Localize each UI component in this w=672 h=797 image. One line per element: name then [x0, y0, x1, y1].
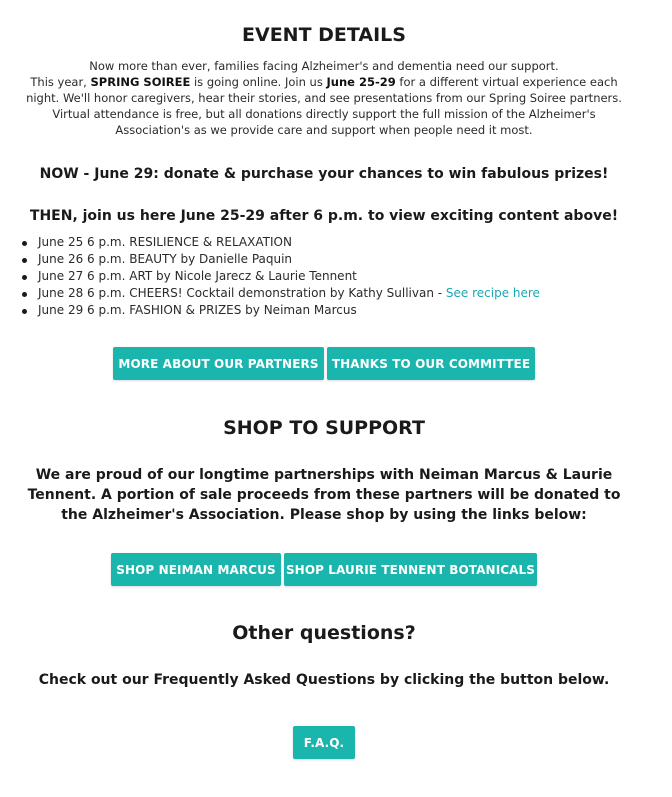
schedule-item — [22, 234, 540, 251]
more-about-partners-button[interactable]: MORE ABOUT OUR PARTNERS — [113, 347, 324, 380]
shop-neiman-marcus-button[interactable]: SHOP NEIMAN MARCUS — [111, 553, 281, 586]
schedule-list — [22, 234, 540, 319]
intro-mid: is going online. Join us — [190, 75, 327, 89]
schedule-item-text: June 29 6 p.m. FASHION & PRIZES by Neiman Marcus — [38, 303, 357, 317]
intro-paragraph — [14, 74, 634, 138]
other-questions-title: Other questions? — [232, 622, 416, 644]
shop-to-support-title: SHOP TO SUPPORT — [223, 417, 425, 439]
faq-button[interactable]: F.A.Q. — [293, 726, 355, 759]
schedule-item — [22, 268, 540, 285]
thanks-to-committee-button[interactable]: THANKS TO OUR COMMITTEE — [327, 347, 535, 380]
schedule-item — [22, 251, 540, 268]
see-recipe-link[interactable]: See recipe here — [445, 286, 540, 300]
schedule-item-text: June 27 6 p.m. ART by Nicole Jarecz & Laurie Tennent — [38, 269, 357, 283]
schedule-item-text: June 26 6 p.m. BEAUTY by Danielle Paquin — [38, 252, 293, 266]
event-details-title: EVENT DETAILS — [242, 24, 406, 46]
shop-body: We are proud of our longtime partnerships with Neiman Marcus & Laurie Tennent. A portion of sale proceeds from these partners will be donated to the Alzheimer's Association. Please shop by using the links below: — [27, 467, 621, 523]
faq-body: Check out our Frequently Asked Questions by clicking the button below. — [38, 672, 610, 688]
schedule-item-text: June 28 6 p.m. CHEERS! Cocktail demonstration by Kathy Sullivan - — [38, 286, 446, 300]
intro-event-name: SPRING SOIREE — [90, 75, 191, 89]
intro-line-1: Now more than ever, families facing Alzheimer's and dementia need our support. — [89, 59, 559, 73]
schedule-item — [22, 302, 540, 319]
intro-rest: for a different virtual experience each night. We'll honor caregivers, hear their stories, and see presentations from our Spring Soiree partners. Virtual attendance is free, but all donations directly support the full mission of the Alzheimer's Association's as we provide care and support when people need it most. — [26, 75, 622, 137]
schedule-item — [22, 285, 540, 302]
schedule-item-text: June 25 6 p.m. RESILIENCE & RELAXATION — [38, 235, 292, 249]
shop-laurie-tennent-button[interactable]: SHOP LAURIE TENNENT BOTANICALS — [284, 553, 537, 586]
now-line: NOW - June 29: donate & purchase your chances to win fabulous prizes! — [39, 166, 609, 182]
then-line: THEN, join us here June 25-29 after 6 p.m. to view exciting content above! — [29, 208, 619, 224]
intro-dates: June 25-29 — [326, 75, 396, 89]
intro-pre: This year, — [30, 75, 91, 89]
